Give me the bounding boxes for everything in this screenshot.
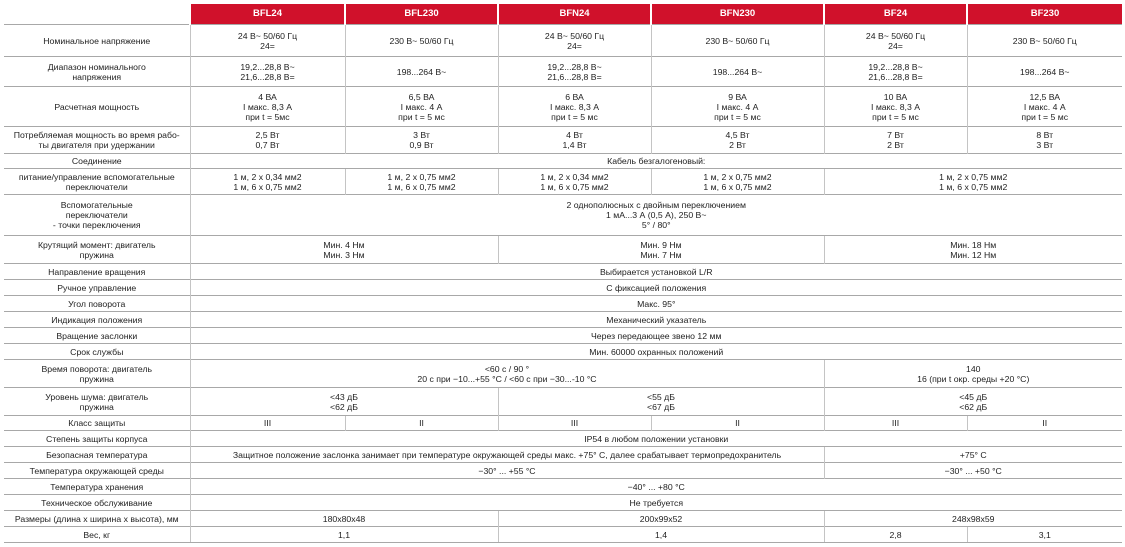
row-label: Угол поворота (4, 296, 190, 312)
row-label: питание/управление вспомогательные переключатели (4, 169, 190, 195)
table-cell: 140 16 (при t окр. среды +20 °C) (824, 360, 1122, 388)
spec-table (4, 4, 1122, 543)
header-blank (4, 4, 190, 25)
table-cell: Выбирается установкой L/R (190, 264, 1122, 280)
row-label: Уровень шума: двигатель пружина (4, 388, 190, 416)
table-cell: 230 В~ 50/60 Гц (345, 25, 498, 57)
table-row (4, 447, 1122, 463)
table-cell: 4,5 Вт 2 Вт (651, 127, 824, 154)
table-row (4, 463, 1122, 479)
table-cell: <60 с / 90 ° 20 с при −10...+55 °C / <60 с при −30...-10 °C (190, 360, 824, 388)
table-row (4, 511, 1122, 527)
table-cell: 4 ВА I макс. 8,3 А при t = 5мс (190, 87, 345, 127)
table-row (4, 527, 1122, 543)
table-row (4, 431, 1122, 447)
table-row (4, 127, 1122, 154)
header-bfl24: BFL24 (190, 4, 345, 25)
table-row (4, 87, 1122, 127)
table-row (4, 195, 1122, 236)
table-cell: Защитное положение заслонка занимает при температуре окружающей среды макс. +75° C, далее срабатывает термопредохранитель (190, 447, 824, 463)
row-label: Вращение заслонки (4, 328, 190, 344)
header-bfn24: BFN24 (498, 4, 651, 25)
table-cell: <45 дБ <62 дБ (824, 388, 1122, 416)
table-cell: 24 В~ 50/60 Гц 24= (498, 25, 651, 57)
table-cell: 6,5 ВА I макс. 4 А при t = 5 мс (345, 87, 498, 127)
row-label: Диапазон номинального напряжения (4, 57, 190, 87)
table-cell: 2,5 Вт 0,7 Вт (190, 127, 345, 154)
table-row (4, 154, 1122, 169)
table-cell: 1 м, 2 x 0,75 мм2 1 м, 6 x 0,75 мм2 (651, 169, 824, 195)
table-cell: 24 В~ 50/60 Гц 24= (190, 25, 345, 57)
row-label: Индикация положения (4, 312, 190, 328)
header-row (4, 4, 1122, 25)
table-cell: 198...264 В~ (967, 57, 1122, 87)
table-cell: 200x99x52 (498, 511, 824, 527)
table-cell: 1 м, 2 x 0,34 мм2 1 м, 6 x 0,75 мм2 (498, 169, 651, 195)
row-label: Соединение (4, 154, 190, 169)
table-cell: 198...264 В~ (345, 57, 498, 87)
table-cell: 2 однополюсных с двойным переключением 1 мА...3 А (0,5 А), 250 В~ 5° / 80° (190, 195, 1122, 236)
table-cell: Макс. 95° (190, 296, 1122, 312)
header-bfn230: BFN230 (651, 4, 824, 25)
table-cell: 8 Вт 3 Вт (967, 127, 1122, 154)
table-cell: III (824, 416, 967, 431)
row-label: Температура хранения (4, 479, 190, 495)
table-row (4, 328, 1122, 344)
table-cell: IP54 в любом положении установки (190, 431, 1122, 447)
table-cell: Мин. 9 Нм Мин. 7 Нм (498, 236, 824, 264)
table-cell: 180x80x48 (190, 511, 498, 527)
spec-table-container (4, 4, 1122, 543)
table-cell: 1 м, 2 x 0,75 мм2 1 м, 6 x 0,75 мм2 (824, 169, 1122, 195)
table-cell: С фиксацией положения (190, 280, 1122, 296)
table-row (4, 388, 1122, 416)
table-row (4, 296, 1122, 312)
row-label: Размеры (длина x ширина x высота), мм (4, 511, 190, 527)
table-cell: <43 дБ <62 дБ (190, 388, 498, 416)
row-label: Вес, кг (4, 527, 190, 543)
table-cell: −30° ... +50 °C (824, 463, 1122, 479)
table-cell: 230 В~ 50/60 Гц (967, 25, 1122, 57)
row-label: Расчетная мощность (4, 87, 190, 127)
table-cell: 3,1 (967, 527, 1122, 543)
table-cell: Мин. 4 Нм Мин. 3 Нм (190, 236, 498, 264)
row-label: Направление вращения (4, 264, 190, 280)
table-cell: −40° ... +80 °C (190, 479, 1122, 495)
table-row (4, 344, 1122, 360)
row-label: Вспомогательные переключатели - точки переключения (4, 195, 190, 236)
table-cell: 1 м, 2 x 0,34 мм2 1 м, 6 x 0,75 мм2 (190, 169, 345, 195)
table-cell: <55 дБ <67 дБ (498, 388, 824, 416)
table-cell: III (498, 416, 651, 431)
table-row (4, 264, 1122, 280)
table-cell: 10 ВА I макс. 8,3 А при t = 5 мс (824, 87, 967, 127)
header-bfl230: BFL230 (345, 4, 498, 25)
table-cell: Через передающее звено 12 мм (190, 328, 1122, 344)
row-label: Срок службы (4, 344, 190, 360)
table-cell: 230 В~ 50/60 Гц (651, 25, 824, 57)
table-cell: 24 В~ 50/60 Гц 24= (824, 25, 967, 57)
row-label: Время поворота: двигатель пружина (4, 360, 190, 388)
table-cell: Не требуется (190, 495, 1122, 511)
table-cell: 19,2...28,8 В~ 21,6...28,8 В= (824, 57, 967, 87)
table-cell: 1,1 (190, 527, 498, 543)
table-row (4, 169, 1122, 195)
table-row (4, 280, 1122, 296)
row-label: Техническое обслуживание (4, 495, 190, 511)
table-cell: −30° ... +55 °C (190, 463, 824, 479)
table-cell: Кабель безгалогеновый: (190, 154, 1122, 169)
table-cell: II (967, 416, 1122, 431)
table-cell: 2,8 (824, 527, 967, 543)
table-cell: 7 Вт 2 Вт (824, 127, 967, 154)
table-row (4, 495, 1122, 511)
table-cell: II (651, 416, 824, 431)
table-cell: Мин. 60000 охранных положений (190, 344, 1122, 360)
row-label: Безопасная температура (4, 447, 190, 463)
table-cell: 1 м, 2 x 0,75 мм2 1 м, 6 x 0,75 мм2 (345, 169, 498, 195)
table-row (4, 57, 1122, 87)
header-bf230: BF230 (967, 4, 1122, 25)
table-cell: II (345, 416, 498, 431)
table-cell: 3 Вт 0,9 Вт (345, 127, 498, 154)
row-label: Температура окружающей среды (4, 463, 190, 479)
table-cell: 19,2...28,8 В~ 21,6...28,8 В= (190, 57, 345, 87)
table-cell: 198...264 В~ (651, 57, 824, 87)
table-cell: 9 ВА I макс. 4 А при t = 5 мс (651, 87, 824, 127)
table-cell: 4 Вт 1,4 Вт (498, 127, 651, 154)
table-row (4, 360, 1122, 388)
row-label: Ручное управление (4, 280, 190, 296)
row-label: Крутящий момент: двигатель пружина (4, 236, 190, 264)
table-row (4, 416, 1122, 431)
table-cell: 19,2...28,8 В~ 21,6...28,8 В= (498, 57, 651, 87)
table-row (4, 312, 1122, 328)
row-label: Степень защиты корпуса (4, 431, 190, 447)
table-row (4, 25, 1122, 57)
table-row (4, 236, 1122, 264)
table-row (4, 479, 1122, 495)
header-bf24: BF24 (824, 4, 967, 25)
table-cell: 12,5 ВА I макс. 4 А при t = 5 мс (967, 87, 1122, 127)
row-label: Класс защиты (4, 416, 190, 431)
table-cell: +75° C (824, 447, 1122, 463)
table-cell: 1,4 (498, 527, 824, 543)
table-cell: Механический указатель (190, 312, 1122, 328)
row-label: Номинальное напряжение (4, 25, 190, 57)
row-label: Потребляемая мощность во время рабо- ты двигателя при удержании (4, 127, 190, 154)
table-cell: 6 ВА I макс. 8,3 А при t = 5 мс (498, 87, 651, 127)
table-cell: 248x98x59 (824, 511, 1122, 527)
table-cell: Мин. 18 Нм Мин. 12 Нм (824, 236, 1122, 264)
table-cell: III (190, 416, 345, 431)
spec-body (4, 25, 1122, 543)
